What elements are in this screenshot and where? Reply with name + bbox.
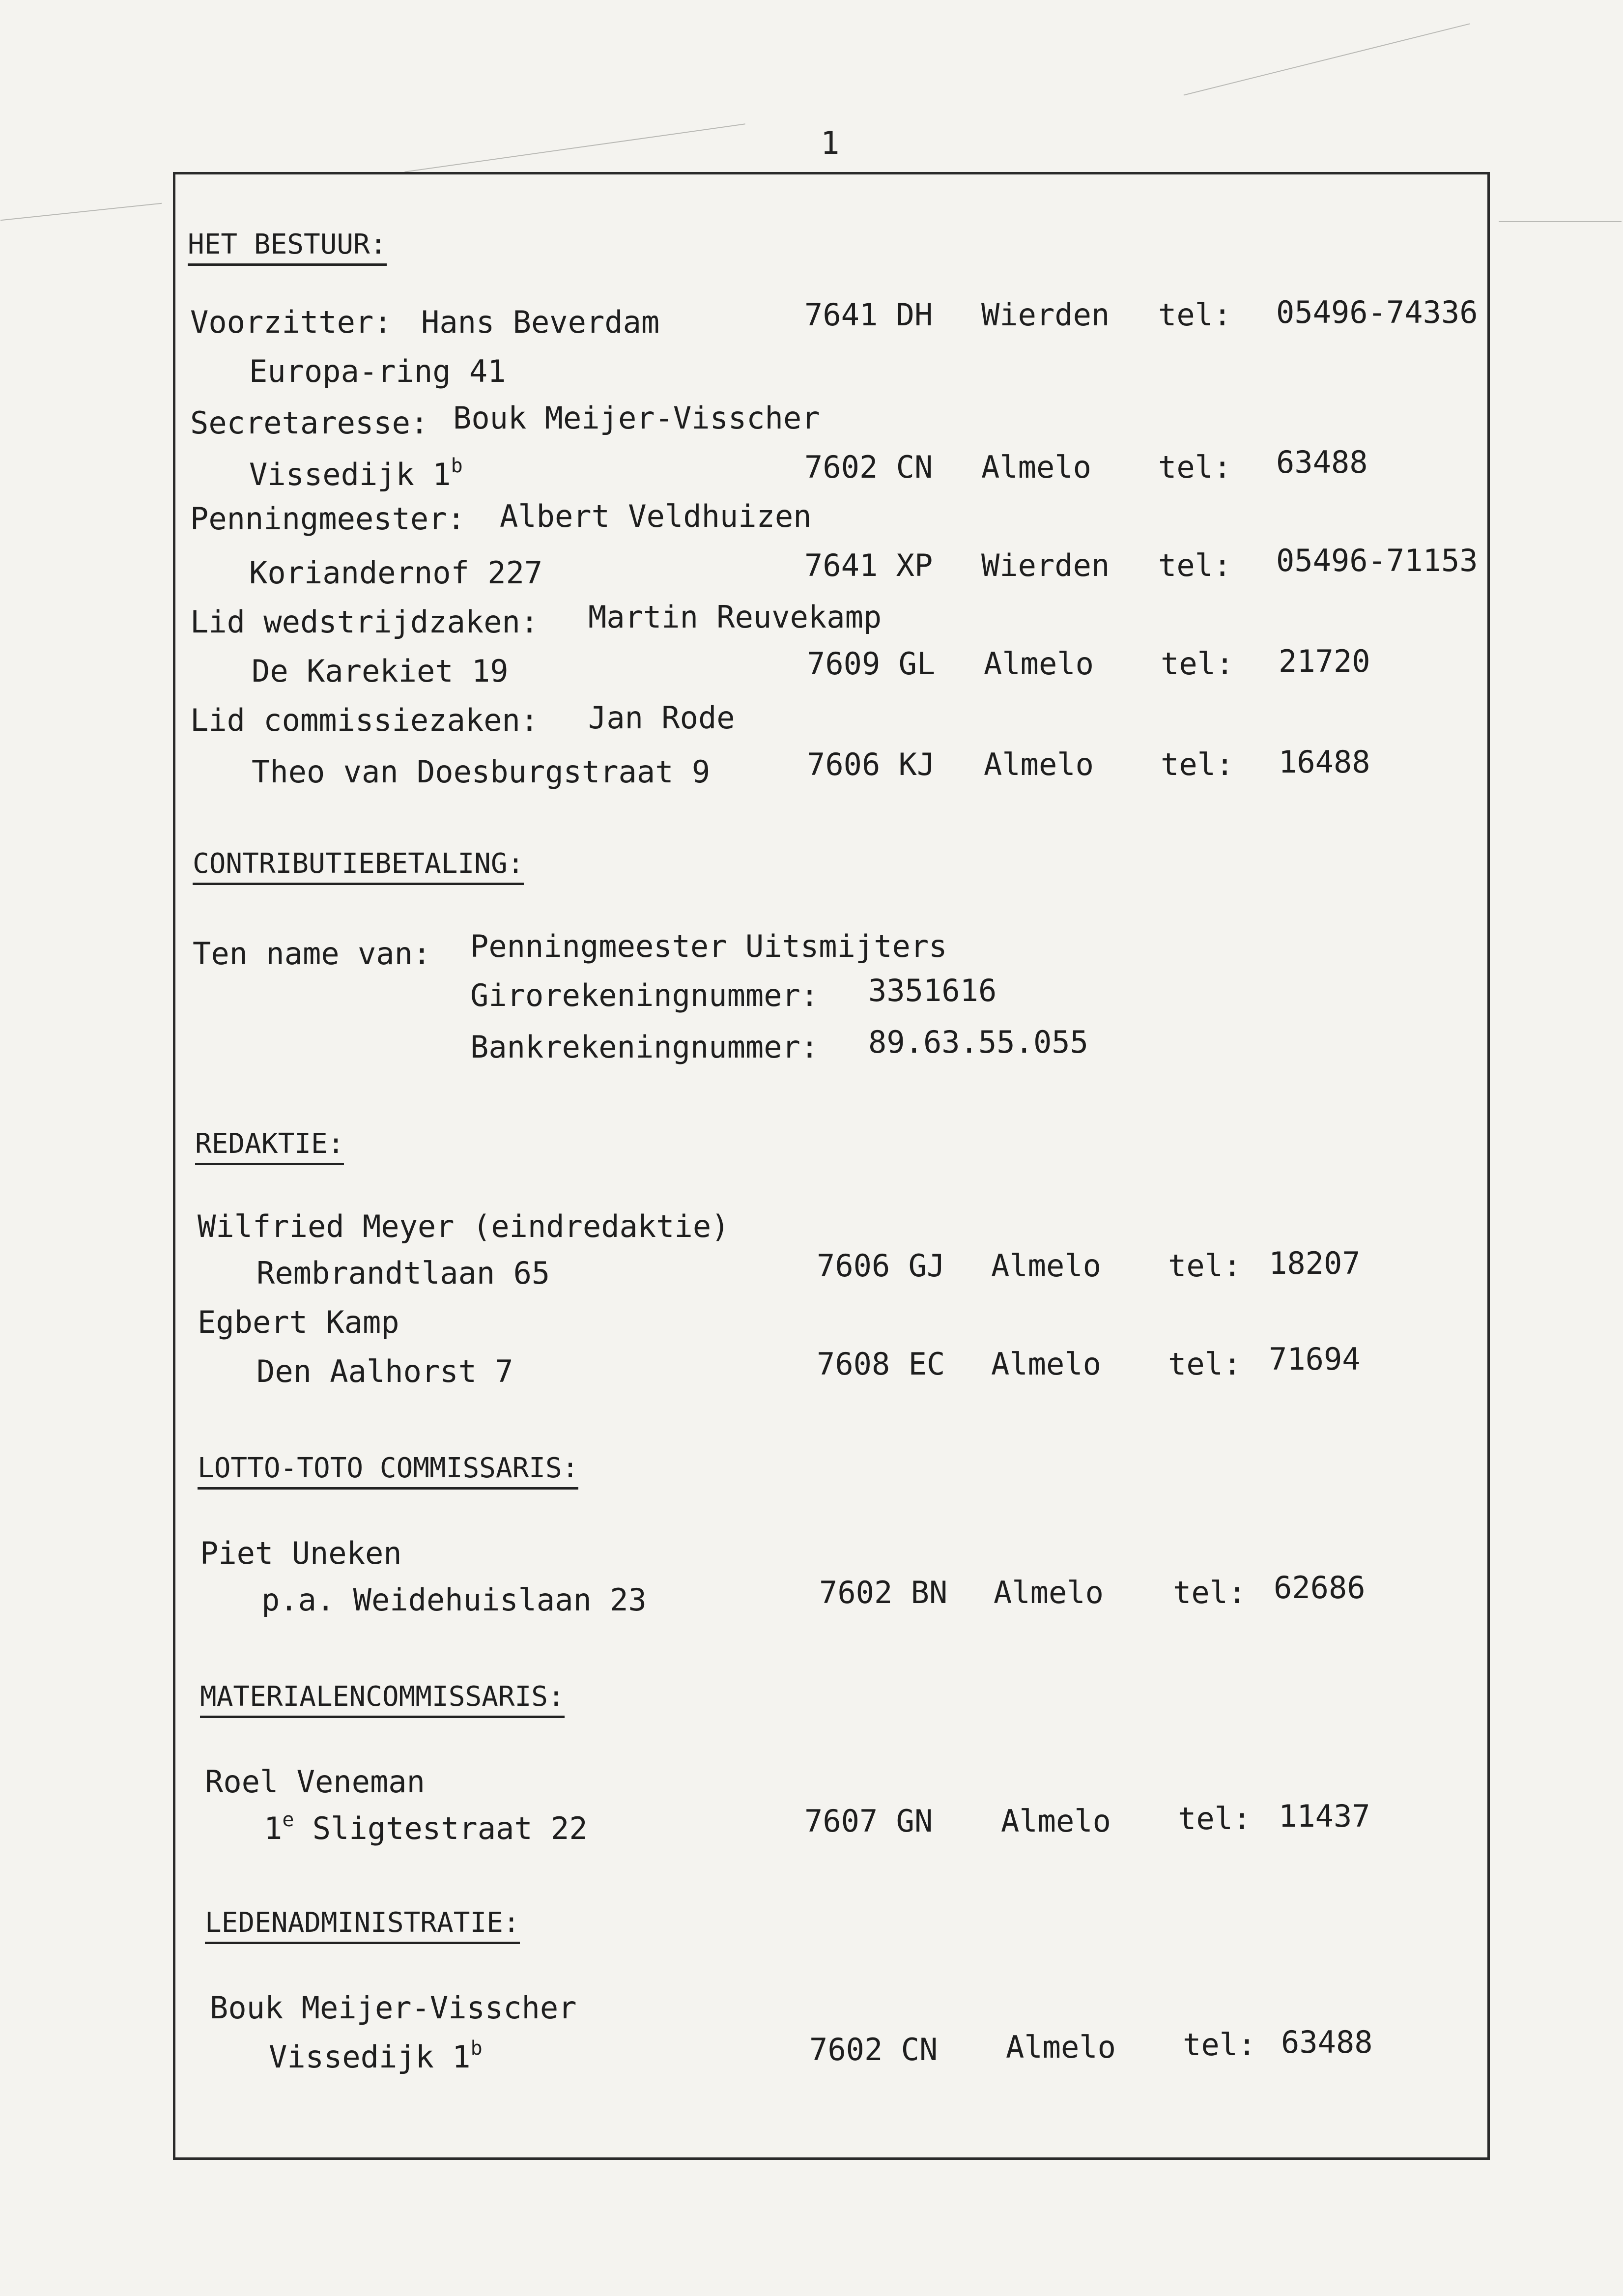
voorzitter-postcode: 7641 DH [804,297,933,333]
materialen-tel: 11437 [1279,1798,1370,1834]
secretaresse-label: Secretaresse: [190,405,429,441]
redaktie-person-2-name: Egbert Kamp [198,1304,399,1340]
secretaresse-tel-label: tel: [1158,449,1232,485]
penningmeester-name: Albert Veldhuizen [500,498,812,534]
redaktie-person-1-tel-label: tel: [1168,1248,1242,1284]
section-heading-leden: LEDENADMINISTRATIE: [205,1909,520,1944]
leden-name: Bouk Meijer-Visscher [210,1990,577,2026]
wedstrijdzaken-tel: 21720 [1279,643,1370,679]
scan-noise [1184,23,1470,95]
penningmeester-label: Penningmeester: [190,501,465,537]
penningmeester-city: Wierden [981,547,1110,583]
lotto-tel: 62686 [1274,1570,1366,1606]
redaktie-person-1-postcode: 7606 GJ [817,1248,945,1284]
leden-street: Vissedijk 1$^b$ [269,2037,483,2075]
materialen-street: 1e Sligtestraat 22 [264,1808,588,1846]
leden-tel: 63488 [1281,2024,1373,2060]
commissiezaken-tel-label: tel: [1161,746,1234,782]
redaktie-person-2-street: Den Aalhorst 7 [256,1353,513,1389]
wedstrijdzaken-tel-label: tel: [1161,646,1234,682]
redaktie-person-2-postcode: 7608 EC [817,1346,945,1382]
voorzitter-label: Voorzitter: [190,304,392,340]
ten-name-label: Ten name van: [193,936,431,972]
penningmeester-tel-label: tel: [1158,547,1232,583]
scan-noise [1499,221,1622,222]
penningmeester-street: Koriandernof 227 [249,555,543,591]
leden-tel-label: tel: [1183,2027,1256,2063]
commissiezaken-postcode: 7606 KJ [807,746,936,782]
secretaresse-city: Almelo [981,449,1091,485]
redaktie-person-1-name: Wilfried Meyer (eindredaktie) [198,1208,730,1244]
materialen-postcode: 7607 GN [804,1803,933,1839]
lotto-city: Almelo [994,1575,1104,1610]
materialen-tel-label: tel: [1178,1801,1252,1837]
scan-noise [404,123,745,172]
redaktie-person-2-tel-label: tel: [1168,1346,1242,1382]
penningmeester-postcode: 7641 XP [804,547,933,583]
redaktie-person-1-city: Almelo [991,1248,1101,1284]
lotto-street: p.a. Weidehuislaan 23 [261,1582,647,1618]
scan-noise [0,203,162,221]
redaktie-person-2-city: Almelo [991,1346,1101,1382]
materialen-name: Roel Veneman [205,1764,425,1800]
section-heading-lotto: LOTTO-TOTO COMMISSARIS: [198,1455,578,1490]
leden-postcode: 7602 CN [809,2032,938,2067]
wedstrijdzaken-label: Lid wedstrijdzaken: [190,604,539,640]
voorzitter-tel: 05496-74336 [1276,294,1478,330]
secretaresse-tel: 63488 [1276,444,1368,480]
leden-city: Almelo [1006,2029,1116,2065]
commissiezaken-tel: 16488 [1279,744,1370,780]
lotto-name: Piet Uneken [200,1535,402,1571]
penningmeester-tel: 05496-71153 [1276,543,1478,578]
commissiezaken-street: Theo van Doesburgstraat 9 [252,754,711,790]
secretaresse-postcode: 7602 CN [804,449,933,485]
commissiezaken-name: Jan Rode [588,700,735,736]
section-heading-contributie: CONTRIBUTIEBETALING: [193,850,524,885]
wedstrijdzaken-city: Almelo [984,646,1094,682]
secretaresse-name: Bouk Meijer-Visscher [453,400,820,436]
redaktie-person-1-street: Rembrandtlaan 65 [256,1255,550,1291]
giro-label: Girorekeningnummer: [470,977,819,1013]
wedstrijdzaken-street: De Karekiet 19 [252,653,509,689]
page-number: 1 [821,125,840,162]
redaktie-person-1-tel: 18207 [1269,1245,1361,1281]
giro-value: 3351616 [868,973,997,1008]
wedstrijdzaken-postcode: 7609 GL [807,646,936,682]
materialen-city: Almelo [1001,1803,1111,1839]
commissiezaken-city: Almelo [984,746,1094,782]
document-frame [173,172,1490,2160]
voorzitter-name: Hans Beverdam [421,304,660,340]
wedstrijdzaken-name: Martin Reuvekamp [588,599,882,635]
redaktie-person-2-tel: 71694 [1269,1341,1361,1377]
voorzitter-tel-label: tel: [1158,297,1232,333]
lotto-postcode: 7602 BN [819,1575,948,1610]
bank-value: 89.63.55.055 [868,1024,1088,1060]
voorzitter-city: Wierden [981,297,1110,333]
secretaresse-street: Vissedijk 1$^b$ [249,455,463,492]
voorzitter-street: Europa-ring 41 [249,353,506,389]
section-heading-bestuur: HET BESTUUR: [188,231,387,266]
section-heading-materialen: MATERIALENCOMMISSARIS: [200,1683,565,1718]
section-heading-redaktie: REDAKTIE: [195,1130,344,1165]
commissiezaken-label: Lid commissiezaken: [190,702,539,738]
ten-name-value: Penningmeester Uitsmijters [470,928,947,964]
lotto-tel-label: tel: [1173,1575,1247,1610]
bank-label: Bankrekeningnummer: [470,1029,819,1065]
